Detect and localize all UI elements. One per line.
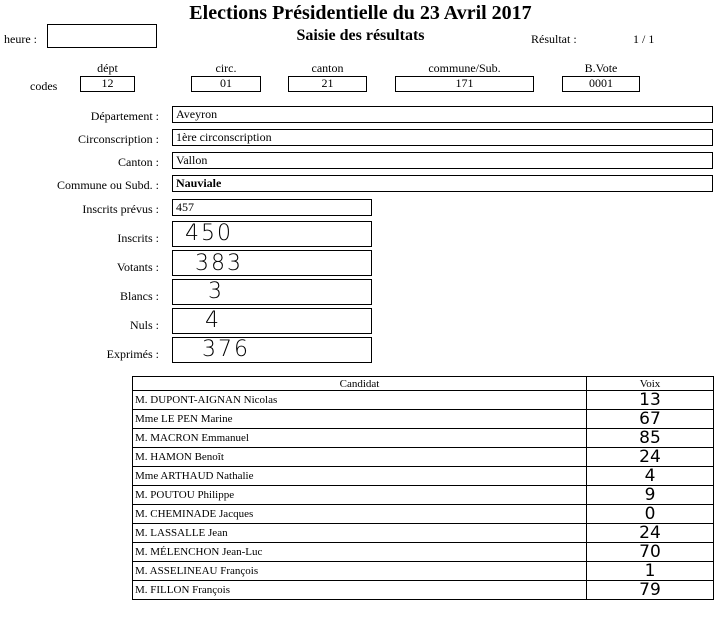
candidate-votes-field[interactable]: 13: [587, 391, 714, 410]
departement-label: Département :: [90, 109, 159, 123]
exprimes-label: Exprimés :: [106, 347, 159, 361]
circ-code-label: circ.: [215, 61, 237, 75]
candidate-name: M. FILLON François: [133, 581, 587, 600]
departement-field[interactable]: Aveyron: [172, 106, 713, 123]
candidate-name: Mme LE PEN Marine: [133, 410, 587, 429]
commune-code-label: commune/Sub.: [428, 61, 501, 75]
commune-label: Commune ou Subd. :: [56, 178, 159, 192]
nuls-label: Nuls :: [129, 318, 159, 332]
commune-field[interactable]: Nauviale: [172, 175, 713, 192]
candidate-votes-field[interactable]: 67: [587, 410, 714, 429]
candidate-name: M. CHEMINADE Jacques: [133, 505, 587, 524]
candidate-row: [133, 524, 714, 543]
candidate-name: M. ASSELINEAU François: [133, 562, 587, 581]
nuls-field[interactable]: [172, 308, 372, 334]
candidate-votes-field[interactable]: 70: [587, 543, 714, 562]
candidate-votes-field[interactable]: 0: [587, 505, 714, 524]
canton-field[interactable]: Vallon: [172, 152, 713, 169]
candidate-row: [133, 410, 714, 429]
candidate-name: M. LASSALLE Jean: [133, 524, 587, 543]
results-body: [133, 391, 714, 600]
blancs-label: Blancs :: [120, 289, 159, 303]
inscrits-handwritten-value: 450: [185, 221, 233, 246]
circonscription-field[interactable]: 1ère circonscription: [172, 129, 713, 146]
candidate-row: [133, 581, 714, 600]
candidate-votes-field[interactable]: 24: [587, 448, 714, 467]
candidate-votes-field[interactable]: 4: [587, 467, 714, 486]
blancs-field[interactable]: [172, 279, 372, 305]
heure-label: heure :: [4, 32, 37, 46]
candidat-column-header: Candidat: [133, 377, 587, 391]
page-title: Elections Présidentielle du 23 Avril 2017: [189, 2, 532, 24]
candidate-row: [133, 467, 714, 486]
votants-label: Votants :: [116, 260, 159, 274]
dept-code-field[interactable]: 12: [80, 76, 135, 92]
bvote-code-field[interactable]: 0001: [562, 76, 640, 92]
candidate-row: [133, 562, 714, 581]
heure-input[interactable]: [47, 24, 157, 48]
circ-code-field[interactable]: 01: [191, 76, 261, 92]
candidate-name: M. HAMON Benoît: [133, 448, 587, 467]
candidate-row: [133, 391, 714, 410]
canton-code-label: canton: [311, 61, 344, 75]
dept-code-label: dépt: [97, 61, 118, 75]
candidate-votes-field[interactable]: 9: [587, 486, 714, 505]
candidate-row: [133, 486, 714, 505]
canton-label: Canton :: [118, 155, 159, 169]
candidate-name: M. MACRON Emmanuel: [133, 429, 587, 448]
candidate-row: [133, 543, 714, 562]
results-header-row: [133, 377, 714, 391]
voix-column-header: Voix: [587, 377, 714, 391]
candidate-name: Mme ARTHAUD Nathalie: [133, 467, 587, 486]
circonscription-label: Circonscription :: [78, 132, 159, 146]
candidate-name: M. DUPONT-AIGNAN Nicolas: [133, 391, 587, 410]
exprimes-handwritten-value: 376: [202, 337, 250, 362]
candidate-name: M. POUTOU Philippe: [133, 486, 587, 505]
candidate-row: [133, 448, 714, 467]
resultat-label: Résultat :: [531, 32, 577, 46]
candidate-votes-field[interactable]: 85: [587, 429, 714, 448]
page-subtitle: Saisie des résultats: [296, 27, 425, 44]
codes-label: codes: [30, 79, 58, 93]
votants-handwritten-value: 383: [195, 251, 243, 276]
candidate-row: [133, 429, 714, 448]
candidate-row: [133, 505, 714, 524]
candidate-votes-field[interactable]: 1: [587, 562, 714, 581]
resultat-value: 1 / 1: [633, 32, 655, 46]
candidate-votes-field[interactable]: 79: [587, 581, 714, 600]
nuls-handwritten-value: 4: [205, 308, 221, 333]
inscrits-prevus-field[interactable]: 457: [172, 199, 372, 216]
results-table: [132, 376, 714, 600]
candidate-votes-field[interactable]: 24: [587, 524, 714, 543]
candidate-name: M. MÉLENCHON Jean-Luc: [133, 543, 587, 562]
commune-code-field[interactable]: 171: [395, 76, 534, 92]
inscrits-prevus-label: Inscrits prévus :: [82, 202, 159, 216]
bvote-code-label: B.Vote: [584, 61, 618, 75]
inscrits-label: Inscrits :: [117, 231, 159, 245]
blancs-handwritten-value: 3: [208, 279, 224, 304]
canton-code-field[interactable]: 21: [288, 76, 367, 92]
